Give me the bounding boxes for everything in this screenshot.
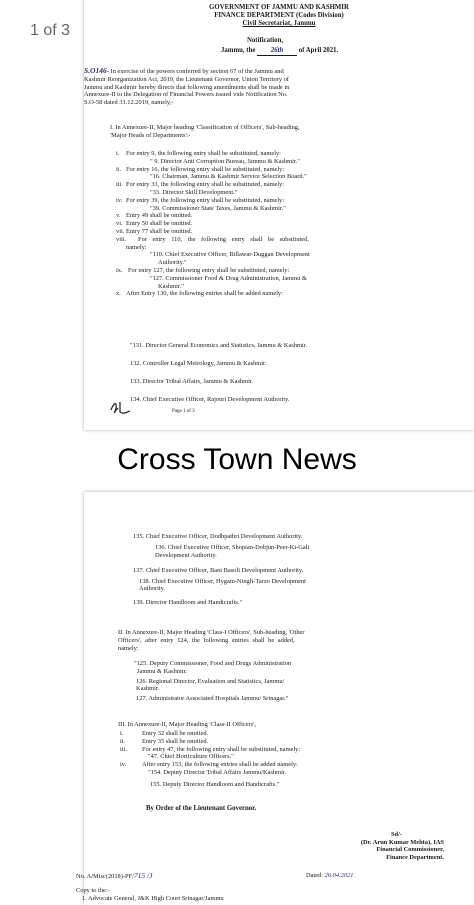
item-vii: vii. Entry 77 shall be omitted. [116, 227, 193, 235]
section-I-line-2: 'Major Heads of Departments':- [110, 131, 191, 139]
notification-title: Notification, [247, 37, 284, 44]
intro-line-5: S.O-58 dated 31.12.2019, namely,- [84, 99, 174, 107]
intro-paragraph [84, 67, 464, 107]
document-page-1 [84, 0, 474, 430]
entry-125: "125. Deputy Commissioner, Food and Drugs Administration [134, 660, 292, 667]
section-I [110, 124, 470, 140]
entry-136-cont: Development Authority. [155, 551, 217, 559]
item-ii: ii. For entry 16, the following entry shall be substituted, namely: [116, 165, 285, 173]
entry-126: 126. Regional Director, Evaluation and Statistics, Jammu/ [136, 677, 285, 685]
page-indicator: 1 of 3 [30, 22, 71, 39]
dated-value: 26.04.2021 [324, 872, 354, 879]
header-government: GOVERNMENT OF JAMMU AND KASHMIR [209, 4, 349, 11]
signature-designation: Financial Commissioner, [376, 846, 444, 853]
reference-handwritten: 715 /J [133, 871, 153, 880]
item-viii-sub-1: "110. Chief Executive Officer, Billawar-Duggan Development [150, 251, 310, 259]
section-III-item-ii: ii. Entry 35 shall be omitted. [120, 737, 209, 745]
item-i: i. For entry 9, the following entry shall be substituted, namely: [116, 150, 281, 157]
item-ii-sub: "16. Chairman, Jammu & Kashmir Service Selection Board." [150, 173, 307, 181]
item-vi: vi. Entry 50 shall be omitted. [116, 220, 193, 228]
entry-136: 136. Chief Executive Officer, Shopian-Dobjun-Peer-Ki-Gali [155, 544, 310, 551]
section-III: III. In Annexure-II, Major Heading 'Class-II Officers', [118, 721, 256, 728]
signature-block [284, 831, 444, 861]
section-III-item-i: i. Entry 32 shall be omitted. [120, 730, 209, 737]
header-department: FINANCE DEPARTMENT (Codes Division) [214, 12, 344, 19]
section-II-line-2: Officers', after entry 124, the following entries shall be added, [118, 636, 295, 644]
document-page-2 [76, 492, 474, 905]
watermark-text: Cross Town News [117, 443, 357, 476]
section-III-items [120, 730, 460, 789]
signature-department: Finance Department. [386, 853, 444, 861]
continued-entries [133, 530, 463, 607]
date-prefix: Jammu, the [221, 47, 256, 54]
entry-155: 155. Deputy Director Handloom and Handicrafts." [150, 780, 280, 788]
reference-number: No. A/Misc(2018)-PF/715 /J [76, 871, 153, 880]
date-handwritten: 26th [257, 47, 297, 56]
header-secretariat: Civil Secretariat, Jammu [242, 20, 316, 27]
intro-line-3: Jammu and Kashmir hereby directs that following amendments shall be made in [84, 83, 290, 91]
item-x: x. After Entry 130, the following entries shall be added namely: [116, 290, 283, 298]
item-i-sub: " 9. Director Anti Corruption Bureau, Jammu & Kashmir." [150, 157, 300, 165]
initials-signature-icon [108, 398, 134, 418]
date-suffix: of April 2021. [298, 47, 339, 54]
copy-to-label: Copy to the:- [76, 887, 110, 894]
section-I-items [116, 150, 466, 298]
item-viii-sub-2: Authority." [158, 259, 187, 267]
entry-138: 138. Chief Executive Officer, Hygam-Ningli-Tarzo Development [139, 577, 306, 585]
dated-field [306, 872, 353, 880]
entry-127: 127. Administrator Associated Hospitals Jammu/ Srinagar." [136, 695, 289, 703]
section-II [118, 629, 458, 652]
item-iii: iii. For entry 33, the following entry shall be substituted, namely: [116, 181, 285, 189]
signature-name: (Dr. Arun Kumar Mehta), IAS [360, 838, 444, 846]
copy-to-item-1: 1. Advocate General, J&K High Court Srinagar/Jammu [82, 895, 224, 902]
item-iv-sub: "39. Commissioner State Taxes, Jammu & Kashmir." [150, 204, 286, 212]
entry-138-cont: Authority. [139, 585, 166, 593]
entry-125-cont: Jammu & Kashmir. [137, 667, 187, 675]
item-viii: viii. For entry 110, the following entry shall be substituted, [116, 235, 309, 243]
dated-label: Dated: [306, 872, 324, 879]
so-number: S.O146 [84, 66, 107, 75]
entry-135: 135. Chief Executive Officer, Dodhpathri Development Authority. [133, 533, 303, 540]
entry-137: 137. Chief Executive Officer, Bani Basoli Development Authority. [133, 566, 304, 574]
entry-47: "47. Chief Horticulture Officers." [148, 753, 234, 761]
page-1-footer: Page 1 of 3 [172, 409, 195, 414]
item-viii-cont: namely: [126, 243, 147, 251]
signature-sd: Sd/- [390, 831, 402, 838]
item-iii-sub: "33. Director Skill Development." [150, 188, 238, 196]
section-II-entries [134, 660, 464, 703]
item-v: v. Entry 49 shall be omitted. [116, 212, 193, 220]
item-ix-sub-1: "127. Commissioner Food & Drug Administration, Jammu & [150, 274, 307, 282]
entry-126-cont: Kashmir. [136, 685, 160, 693]
entry-133: 133. Director Tribal Affairs, Jammu & Kashmir. [130, 378, 254, 385]
item-ix: ix. For entry 127, the following entry shall be substituted, namely: [116, 266, 290, 274]
notification-date [221, 47, 338, 56]
entry-134: 134. Chief Executive Officer, Rajouri Development Authority. [130, 396, 290, 403]
section-II-line-3: namely: [118, 644, 139, 652]
intro-line-1: - In exercise of the powers conferred by section 67 of the Jammu and [106, 68, 284, 75]
section-II-line-1: II. In Annexure-II, Major Heading 'Class-I Officers', Sub-heading, 'Other [118, 629, 305, 636]
section-III-item-iii: iii. For entry 47, the following entry shall be substituted, namely: [120, 745, 301, 753]
item-ix-sub-2: Kashmir." [158, 282, 184, 290]
section-I-line-1: I. In Annexure-II, Major heading 'Classification of Officers', Sub-heading, [110, 124, 300, 131]
section-III-item-iv: iv. After entry 153, the following entries shall be added namely: [120, 761, 298, 769]
item-x-entries [130, 337, 470, 409]
entry-139: 139. Director Handloom and Handicrafts." [133, 599, 243, 607]
entry-131: "131. Director General Economics and Statistics, Jammu & Kashmir. [130, 342, 308, 349]
intro-line-4: Annexure-II to the Delegation of Financial Powers issued vide Notification No. [84, 91, 288, 99]
entry-154: "154. Deputy Director Tribal Affairs Jammu/Kashmir. [148, 768, 287, 776]
intro-line-2: Kashmir Reorganization Act, 2019, the Lieutenant Governor, Union Territory of [84, 75, 289, 83]
entry-132: 132. Controller Legal Metrology, Jammu & Kashmir. [130, 360, 267, 367]
order-line: By Order of the Lieutenant Governor. [146, 805, 257, 812]
item-iv: iv. For entry 39, the following entry shall be substituted, namely: [116, 196, 285, 204]
